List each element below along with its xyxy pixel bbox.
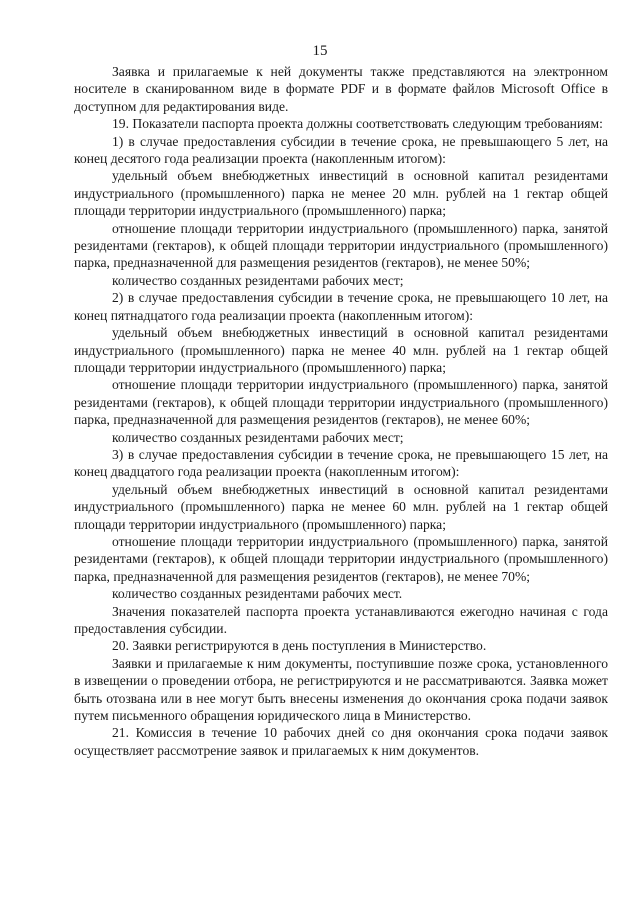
paragraph-item-2-area-ratio: отношение площади территории индустриального (промышленного) парка, занятой резидентами (гектаров), к общей площади территории индустриального (промышленного) парка, предназначенной для размещения резидентов (гектаров), не менее 60%; — [74, 377, 608, 428]
paragraph-item-3-area-ratio: отношение площади территории индустриального (промышленного) парка, занятой резидентами (гектаров), к общей площади территории индустриального (промышленного) парка, предназначенной для размещения резидентов (гектаров), не менее 70%; — [74, 533, 608, 584]
paragraph-item-1: 1) в случае предоставления субсидии в течение срока, не превышающего 5 лет, на конец десятого года реализации проекта (накопленным итогом): — [74, 133, 608, 167]
paragraph-clause-21: 21. Комиссия в течение 10 рабочих дней со дня окончания срока подачи заявок осуществляет рассмотрение заявок и прилагаемых к ним документов. — [74, 725, 608, 758]
paragraph-item-1-investment: удельный объем внебюджетных инвестиций в основной капитал резидентами индустриального (промышленного) парка не менее 20 млн. рублей на 1 гектар общей площади территории индустриального (промышленного) парка; — [74, 168, 608, 219]
paragraph-item-1-area-ratio: отношение площади территории индустриального (промышленного) парка, занятой резидентами (гектаров), к общей площади территории индустриального (промышленного) парка, предназначенной для размещения резидентов (гектаров), не менее 50%; — [74, 220, 608, 271]
paragraph-clause-19: 19. Показатели паспорта проекта должны соответствовать следующим требованиям: — [112, 116, 603, 132]
paragraph-item-2: 2) в случае предоставления субсидии в течение срока, не превышающего 10 лет, на конец пятнадцатого года реализации проекта (накопленным итогом): — [74, 290, 608, 323]
paragraph-item-2-investment: удельный объем внебюджетных инвестиций в основной капитал резидентами индустриального (промышленного) парка не менее 40 млн. рублей на 1 гектар общей площади территории индустриального (промышленного) парка; — [74, 325, 608, 375]
paragraph-item-3-jobs: количество созданных резидентами рабочих мест. — [112, 586, 403, 602]
paragraph-submission-format: Заявка и прилагаемые к ней документы также представляются на электронном носителе в сканированном виде в формате PDF и в формате файлов Microsoft Office в доступном для редактирования виде. — [74, 64, 608, 114]
paragraph-item-1-jobs: количество созданных резидентами рабочих мест; — [112, 272, 404, 288]
document-body — [74, 63, 608, 759]
page-number: 15 — [312, 43, 328, 59]
paragraph-indicator-values: Значения показателей паспорта проекта устанавливаются ежегодно начиная с года предоставления субсидии. — [74, 603, 608, 636]
paragraph-item-3: 3) в случае предоставления субсидии в течение срока, не превышающего 15 лет, на конец двадцатого года реализации проекта (накопленным итогом): — [74, 446, 608, 480]
paragraph-item-2-jobs: количество созданных резидентами рабочих мест; — [112, 429, 404, 445]
paragraph-clause-20: 20. Заявки регистрируются в день поступления в Министерство. — [112, 638, 487, 654]
paragraph-late-applications: Заявки и прилагаемые к ним документы, поступившие позже срока, установленного в извещении о проведении отбора, не регистрируются и не рассматриваются. Заявка может быть отозвана или в нее могут быть внесены изменения до окончания срока подачи заявок путем письменного обращения юридического лица в Министерство. — [74, 655, 608, 724]
paragraph-item-3-investment: удельный объем внебюджетных инвестиций в основной капитал резидентами индустриального (промышленного) парка не менее 60 млн. рублей на 1 гектар общей площади территории индустриального (промышленного) парка; — [74, 481, 608, 532]
